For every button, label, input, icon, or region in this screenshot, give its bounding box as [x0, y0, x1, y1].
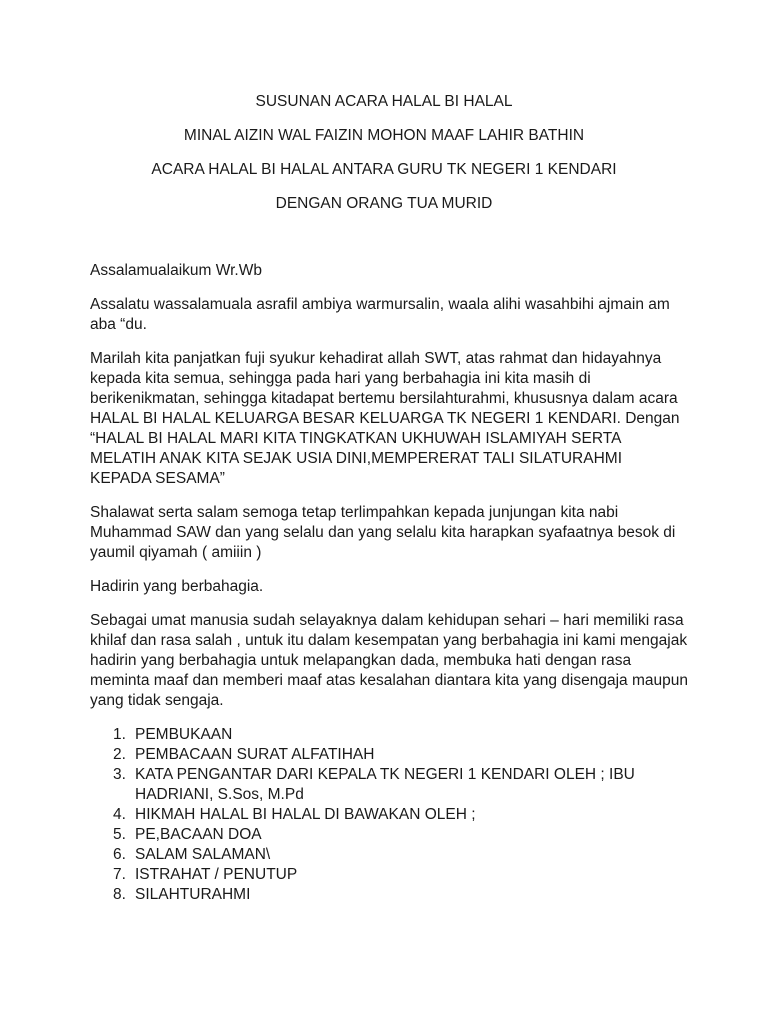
agenda-item-text: PEMBUKAAN	[135, 726, 233, 743]
audience-paragraph	[90, 577, 680, 597]
agenda-item	[90, 825, 680, 845]
text-line: kepada kita semua, sehingga pada hari yang berbahagia ini kita masih di	[90, 370, 591, 387]
agenda-item	[90, 725, 680, 745]
agenda-item	[90, 745, 680, 765]
text-line: yaumil qiyamah ( amiiin )	[90, 544, 262, 561]
agenda-item-number: 5.	[113, 826, 126, 843]
agenda-item-text: SALAM SALAMAN\	[135, 846, 271, 863]
agenda-item-number: 7.	[113, 866, 126, 883]
greeting-paragraph	[90, 261, 680, 281]
agenda-item	[90, 765, 680, 805]
shalawat-paragraph	[90, 503, 680, 563]
text-line: yang tidak sengaja.	[90, 692, 224, 709]
title-line: DENGAN ORANG TUA MURID	[275, 195, 493, 212]
text-line: Hadirin yang berbahagia.	[90, 578, 264, 595]
title-line: SUSUNAN ACARA HALAL BI HALAL	[255, 93, 513, 110]
text-line: berikenikmatan, sehingga kitadapat bertemu bersilahturahmi, khususnya dalam acara	[90, 390, 678, 407]
agenda-item	[90, 845, 680, 865]
agenda-item-number: 2.	[113, 746, 126, 763]
text-line: Assalatu wassalamuala asrafil ambiya warmursalin, waala alihi wasahbihi ajmain am	[90, 296, 670, 313]
agenda-item-number: 8.	[113, 886, 126, 903]
agenda-item-text: SILAHTURAHMI	[135, 886, 251, 903]
text-line: Muhammad SAW dan yang selalu dan yang selalu kita harapkan syafaatnya besok di	[90, 524, 676, 541]
document-body	[90, 261, 688, 905]
agenda-item-text: HIKMAH HALAL BI HALAL DI BAWAKAN OLEH ;	[135, 806, 476, 823]
agenda-item	[90, 805, 680, 825]
agenda-list	[90, 725, 680, 905]
agenda-item-text: HADRIANI, S.Sos, M.Pd	[135, 786, 304, 803]
agenda-item-number: 4.	[113, 806, 126, 823]
text-line: Shalawat serta salam semoga tetap terlimpahkan kepada junjungan kita nabi	[90, 504, 619, 521]
text-line: khilaf dan rasa salah , untuk itu dalam kesempatan yang berbahagia ini kami mengajak	[90, 632, 688, 649]
agenda-item-number: 6.	[113, 846, 126, 863]
agenda-item-number: 3.	[113, 766, 126, 783]
text-line: meminta maaf dan memberi maaf atas kesalahan diantara kita yang disengaja maupun	[90, 672, 688, 689]
text-line: Sebagai umat manusia sudah selayaknya dalam kehidupan sehari – hari memiliki rasa	[90, 612, 684, 629]
text-line: HALAL BI HALAL KELUARGA BESAR KELUARGA TK NEGERI 1 KENDARI. Dengan	[90, 410, 680, 427]
agenda-item-number: 1.	[113, 726, 126, 743]
forgiveness-paragraph	[90, 611, 688, 711]
text-line: Assalamualaikum Wr.Wb	[90, 262, 262, 279]
document-title-block	[0, 92, 768, 228]
title-line: ACARA HALAL BI HALAL ANTARA GURU TK NEGERI 1 KENDARI	[151, 161, 617, 178]
agenda-item-text: KATA PENGANTAR DARI KEPALA TK NEGERI 1 KENDARI OLEH ; IBU	[135, 766, 635, 783]
agenda-item	[90, 885, 680, 905]
gratitude-paragraph	[90, 349, 680, 489]
text-line: “HALAL BI HALAL MARI KITA TINGKATKAN UKHUWAH ISLAMIYAH SERTA	[90, 430, 622, 447]
text-line: hadirin yang berbahagia untuk melapangkan dada, membuka hati dengan rasa	[90, 652, 632, 669]
text-line: KEPADA SESAMA”	[90, 470, 225, 487]
agenda-item-text: PEMBACAAN SURAT ALFATIHAH	[135, 746, 375, 763]
salutation-paragraph	[90, 295, 680, 335]
agenda-item-text: ISTRAHAT / PENUTUP	[135, 866, 298, 883]
text-line: MELATIH ANAK KITA SEJAK USIA DINI,MEMPERERAT TALI SILATURAHMI	[90, 450, 623, 467]
text-line: Marilah kita panjatkan fuji syukur kehadirat allah SWT, atas rahmat dan hidayahnya	[90, 350, 662, 367]
agenda-item-text: PE,BACAAN DOA	[135, 826, 262, 843]
agenda-item	[90, 865, 680, 885]
text-line: aba “du.	[90, 316, 147, 333]
title-line: MINAL AIZIN WAL FAIZIN MOHON MAAF LAHIR BATHIN	[183, 127, 585, 144]
